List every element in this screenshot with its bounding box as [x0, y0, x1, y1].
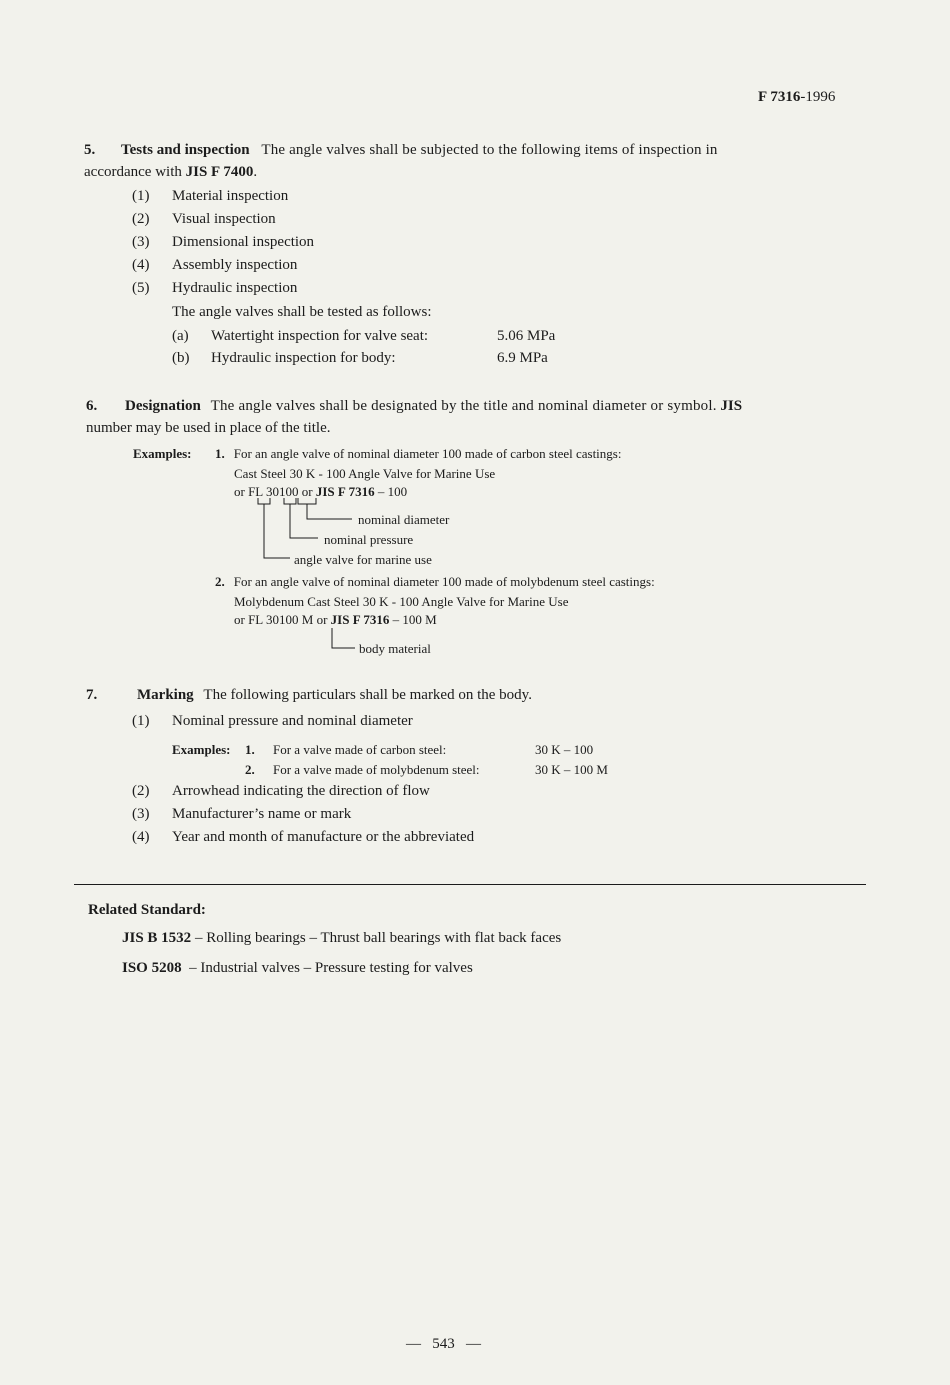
page-number: — 543 —: [406, 1336, 481, 1352]
related-standard-title: Related Standard:: [88, 902, 206, 918]
list-item: (1) Nominal pressure and nominal diameter: [132, 713, 413, 729]
marking-example-value: 30 K – 100: [535, 742, 594, 757]
label-body-material: body material: [359, 641, 431, 656]
label-angle-valve: angle valve for marine use: [294, 552, 432, 567]
list-item: (3) Dimensional inspection: [132, 234, 315, 250]
marking-example: 2. For a valve made of molybdenum steel:: [245, 762, 480, 777]
marking-example-value: 30 K – 100 M: [535, 762, 608, 777]
marking-examples-label: Examples:: [172, 742, 231, 757]
list-item: (4) Assembly inspection: [132, 257, 298, 273]
list-item: (4) Year and month of manufacture or the abbreviated: [132, 829, 475, 845]
section6-intro-cont: number may be used in place of the title.: [86, 420, 331, 436]
section5-heading: 5. Tests and inspection The angle valves shall be subjected to the following items of inspection in: [84, 142, 718, 158]
label-nominal-pressure: nominal pressure: [324, 532, 414, 547]
label-nominal-diameter: nominal diameter: [358, 512, 450, 527]
example2-code: or FL 30100 M or JIS F 7316 – 100 M: [234, 612, 437, 627]
section7-heading: 7. Marking The following particulars shall be marked on the body.: [86, 687, 532, 703]
test-item: (b) Hydraulic inspection for body:: [172, 350, 396, 366]
related-standard-item: JIS B 1532 – Rolling bearings – Thrust ball bearings with flat back faces: [122, 930, 562, 946]
list-item: (2) Visual inspection: [132, 211, 276, 227]
list-item: (2) Arrowhead indicating the direction of flow: [132, 783, 430, 799]
example1-desc: 1. For an angle valve of nominal diameter 100 made of carbon steel castings:: [215, 446, 622, 461]
test-value: 5.06 MPa: [497, 328, 556, 344]
hydraulic-note: The angle valves shall be tested as follows:: [172, 304, 432, 320]
related-standard-item: ISO 5208 – Industrial valves – Pressure testing for valves: [122, 960, 473, 976]
list-item: (5) Hydraulic inspection: [132, 280, 298, 296]
section5-intro-cont: accordance with JIS F 7400.: [84, 164, 258, 180]
examples-label: Examples:: [133, 446, 192, 461]
test-item: (a) Watertight inspection for valve seat:: [172, 328, 429, 344]
example1-code: or FL 30100 or JIS F 7316 – 100: [234, 484, 408, 499]
section-divider: [74, 884, 866, 885]
standard-number: F 7316-1996: [758, 89, 836, 105]
example2-name: Molybdenum Cast Steel 30 K - 100 Angle Valve for Marine Use: [234, 594, 569, 609]
example2-desc: 2. For an angle valve of nominal diameter 100 made of molybdenum steel castings:: [215, 574, 655, 589]
example1-name: Cast Steel 30 K - 100 Angle Valve for Marine Use: [234, 466, 496, 481]
section6-heading: 6. Designation The angle valves shall be designated by the title and nominal diameter or symbol. JIS: [86, 398, 743, 414]
marking-example: 1. For a valve made of carbon steel:: [245, 742, 447, 757]
list-item: (3) Manufacturer’s name or mark: [132, 806, 352, 822]
test-value: 6.9 MPa: [497, 350, 548, 366]
list-item: (1) Material inspection: [132, 188, 289, 204]
